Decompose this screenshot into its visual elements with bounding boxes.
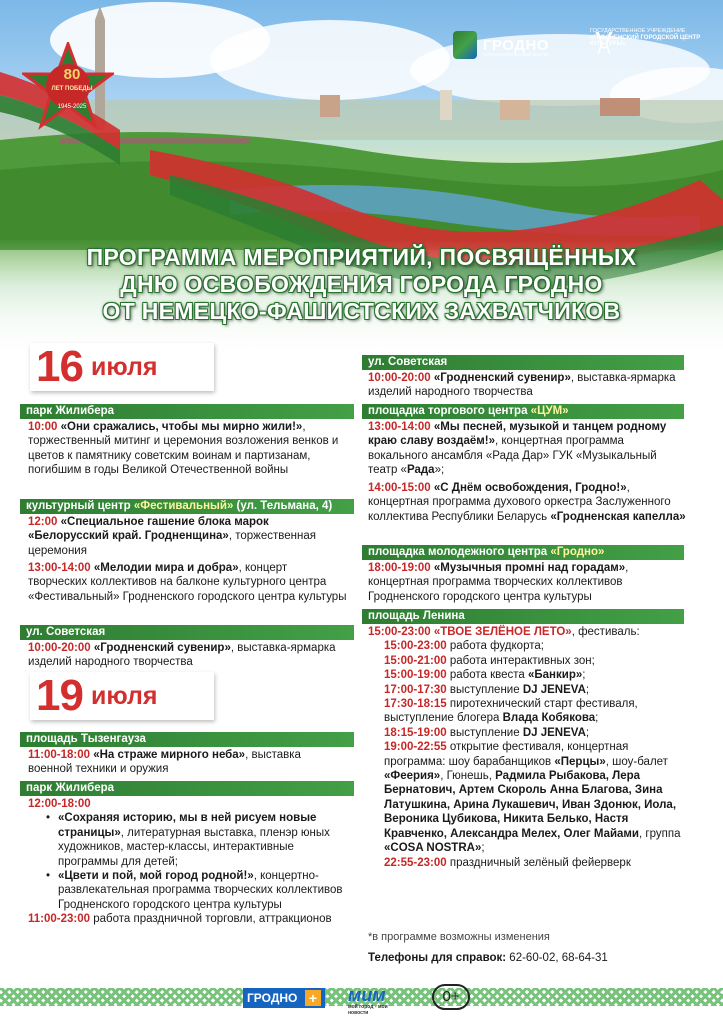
grodno-logo-tagline: ГОРОД ИНТЕРЕСНЫЙ ВСЕГДА bbox=[483, 52, 550, 57]
festival-item: 22:55-23:00 праздничный зелёный фейерверк bbox=[384, 856, 631, 869]
event-melodies: 13:00-14:00 «Мелодии мира и добра», концерт творческих коллективов на балконе культурного центра «Фестивальный» Гродненского городского центра культуры bbox=[28, 562, 347, 603]
festival-item: 15:00-19:00 работа квеста «Банкир»; bbox=[384, 669, 586, 682]
section-tyzengauza: площадь Тызенгауза bbox=[20, 732, 354, 747]
culture-center-logo bbox=[590, 28, 720, 62]
plus-icon: + bbox=[305, 990, 321, 1006]
section-youth-center: площадка молодежного центра «Гродно» bbox=[362, 545, 684, 560]
bullet-icon: • bbox=[46, 870, 51, 883]
section-festivalny: культурный центр «Фестивальный» (ул. Тельмана, 4) bbox=[20, 499, 354, 514]
badge-text: 80 ЛЕТ ПОБЕДЫ bbox=[51, 66, 93, 92]
age-rating-badge: 0+ bbox=[432, 984, 470, 1010]
culture-center-name: ГОСУДАРСТВЕННОЕ УЧРЕЖДЕНИЕ «ГРОДНЕНСКИЙ ГОРОДСКОЙ ЦЕНТР КУЛЬТУРЫ» bbox=[590, 28, 701, 47]
grodno-logo-icon bbox=[453, 31, 477, 59]
poster-title bbox=[0, 244, 723, 325]
event-liberation-day: 14:00-15:00 «С Днём освобождения, Гродно!», концертная программа духового оркестра Заслуженного коллектива Республики Беларусь «Гродненская капелла» bbox=[368, 482, 686, 523]
festival-item: 19:00-22:55 открытие фестиваля, концертная программа: шоу барабанщиков «Перцы», шоу-балет «Феерия», Гюнешь, Радмила Рыбакова, Лера Бернатович, Артем Скороль Анна Благова, Зина Латушкина, Арина Лукашевич, Иван Здонюк, Иола, Вероника Цубикова, Никита Белько, Настя Кравченко, Александра Мелех, Олег Майами, группа «COSA NOSTRA»; bbox=[384, 741, 681, 855]
grodno-plus-logo: ГРОДНО + bbox=[243, 988, 325, 1008]
event-souvenir-19: 10:00-20:00 «Гродненский сувенир», выставка-ярмарка изделий народного творчества bbox=[368, 372, 676, 399]
changes-note: *в программе возможны изменения bbox=[368, 931, 550, 943]
date-number: 16 bbox=[36, 342, 83, 391]
title-line-1: ПРОГРАММА МЕРОПРИЯТИЙ, ПОСВЯЩЁННЫХ bbox=[86, 244, 637, 270]
mim-logo: мим мой город - мои новости bbox=[348, 985, 388, 1016]
event-music-rays: 18:00-19:00 «Музычныя промні над горадам», концертная программа творческих коллективов Гродненского городского центра культуры bbox=[368, 562, 629, 603]
grodno-city-logo bbox=[453, 28, 563, 62]
date-banner-19 bbox=[30, 672, 214, 720]
event-rally: 10:00 «Они сражались, чтобы мы мирно жили!», торжественный митинг и церемония возложения венков и цветов к памятнику советским воинам и партизанам, погибшим в годы Великой Отечественной войны bbox=[28, 421, 339, 477]
festival-item: 18:15-19:00 выступление DJ JENEVA; bbox=[384, 726, 590, 739]
title-line-3: ОТ НЕМЕЦКО-ФАШИСТСКИХ ЗАХВАТЧИКОВ bbox=[102, 298, 621, 324]
section-park-zhilibera-16: парк Жилибера bbox=[20, 404, 354, 419]
section-park-zhilibera-19: парк Жилибера bbox=[20, 781, 354, 796]
bullet-icon: • bbox=[46, 812, 51, 825]
deer-icon bbox=[590, 28, 618, 56]
event-stamps: 12:00 «Специальное гашение блока марок «Белорусский край. Гродненщина», торжественная церемония bbox=[28, 516, 316, 557]
festival-item: 17:30-18:15 пиротехнический старт фестиваля, выступление блогера Влада Кобякова; bbox=[384, 698, 638, 725]
date-number: 19 bbox=[36, 671, 83, 720]
date-month: июля bbox=[90, 681, 158, 710]
grodno-logo-name: ГРОДНО bbox=[483, 36, 549, 54]
badge-years: 1945-2025 bbox=[57, 104, 87, 110]
festival-item: 17:00-17:30 выступление DJ JENEVA; bbox=[384, 683, 590, 696]
section-sovetskaya-19: ул. Советская bbox=[362, 355, 684, 370]
title-line-2: ДНЮ ОСВОБОЖДЕНИЯ ГОРОДА ГРОДНО bbox=[120, 271, 603, 297]
event-song-dance: 13:00-14:00 «Мы песней, музыкой и танцем родному краю славу воздаём!», концертная программа вокального ансамбля «Рада Дар» ГУК «Музыкальный театр «Рада»; bbox=[368, 421, 667, 477]
event-park-program: 12:00-18:00 • «Сохраняя историю, мы в ней рисуем новые страницы», литературная выставка, пленэр юных художников, мастер-классы, интерактивные программы для детей; • «Цвети и пой, мой город родной!», концертно-развлекательная программа творческих коллективов Гродненского городского центра культуры 11:00-23:00 работа праздничной торговли, аттракционов bbox=[28, 798, 343, 926]
date-month: июля bbox=[90, 352, 158, 381]
event-peaceful-sky: 11:00-18:00 «На страже мирного неба», выставка военной техники и оружия bbox=[28, 749, 301, 776]
festival-item: 15:00-23:00 работа фудкорта; bbox=[384, 640, 544, 653]
festival-green-summer: 15:00-23:00 «ТВОЕ ЗЕЛЁНОЕ ЛЕТО», фестиваль: 15:00-23:00 работа фудкорта; 15:00-21:00 работа интерактивных зон; 15:00-19:00 работа квеста «Банкир»; 17:00-17:30 выступление DJ JENEVA; 17:30-18:15 пиротехнический старт фестиваля, выступление блогера Влада Кобякова; 18:15-19:00 выступление DJ JENEVA; 19:00-22:55 открытие фестиваля, концертная программа: шоу барабанщиков «Перцы», шоу-балет «Феерия», Гюнешь, Радмила Рыбакова, Лера Бернатович, Артем Скороль Анна Благова, Зина Латушкина, Арина Лукашевич, Иван Здонюк, Иола, Вероника Цубикова, Никита Белько, Настя Кравченко, Александра Мелех, Олег Майами, группа «COSA NOSTRA»; 22:55-23:00 праздничный зелёный фейерверк bbox=[368, 625, 686, 870]
phones-line: Телефоны для справок: 62-60-02, 68-64-31 bbox=[368, 952, 608, 964]
section-sovetskaya-16: ул. Советская bbox=[20, 625, 354, 640]
event-souvenir-16: 10:00-20:00 «Гродненский сувенир», выставка-ярмарка изделий народного творчества bbox=[28, 642, 336, 669]
festival-item: 15:00-21:00 работа интерактивных зон; bbox=[384, 654, 595, 667]
victory-80-badge bbox=[22, 42, 114, 130]
section-lenin-square: площадь Ленина bbox=[362, 609, 684, 624]
section-tsum: площадка торгового центра «ЦУМ» bbox=[362, 404, 684, 419]
date-banner-16 bbox=[30, 343, 214, 391]
